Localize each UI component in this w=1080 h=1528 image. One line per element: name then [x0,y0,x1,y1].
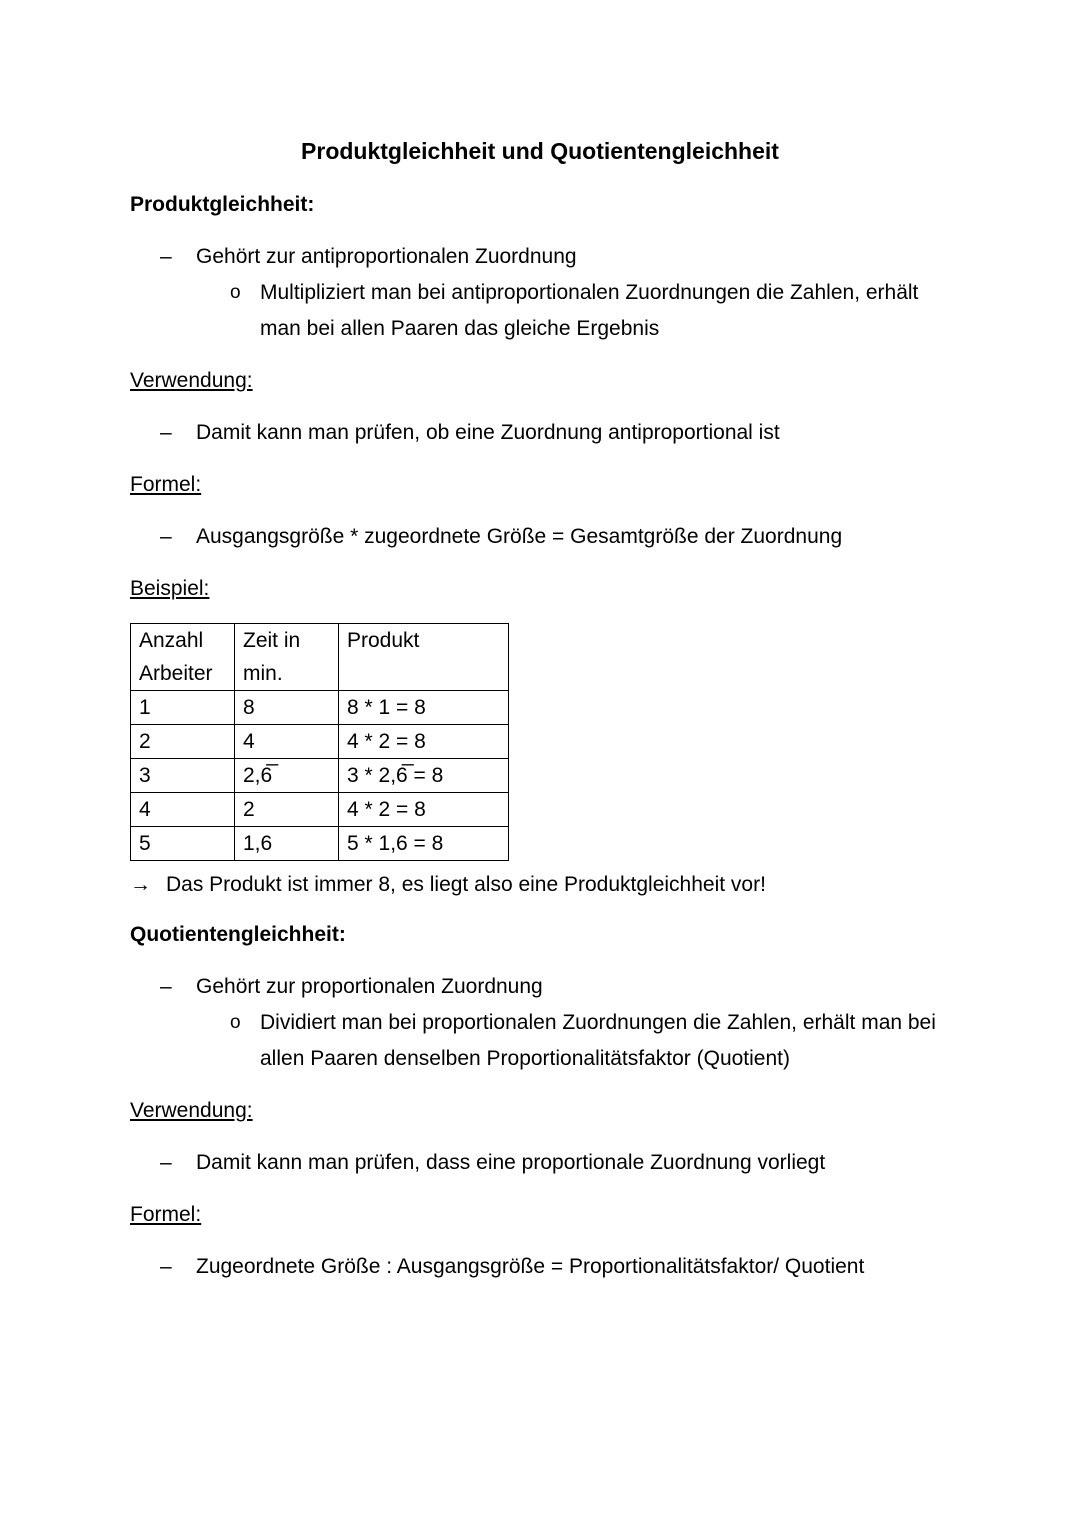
list-item-text: Gehört zur proportionalen Zuordnung [196,975,543,998]
table-cell: 2 [235,793,339,827]
quotient-intro-list [130,969,985,1077]
circle-bullet: o [230,282,241,303]
table-cell: 2,6̅ [235,759,339,793]
table-cell: 8 * 1 = 8 [339,691,509,725]
dash-bullet: – [160,245,172,268]
list-item-text: Zugeordnete Größe : Ausgangsgröße = Proportionalitätsfaktor/ Quotient [196,1255,865,1278]
produktgleichheit-heading: Produktgleichheit: [130,193,315,216]
table-cell: 4 * 2 = 8 [339,725,509,759]
table-cell: 8 [235,691,339,725]
table-row [131,827,509,861]
list-item-text: Damit kann man prüfen, ob eine Zuordnung antiproportional ist [196,421,780,444]
list-item-text: Gehört zur antiproportionalen Zuordnung [196,245,577,268]
list-item-text: Ausgangsgröße * zugeordnete Größe = Gesamtgröße der Zuordnung [196,525,843,548]
list-subitem-text: Multipliziert man bei antiproportionalen Zuordnungen die Zahlen, erhält man bei allen Paaren das gleiche Ergebnis [260,281,919,340]
dash-bullet: – [160,1151,172,1174]
dash-bullet: – [160,421,172,444]
list-item [130,239,985,275]
list-subitem [130,1005,985,1077]
table-cell: 4 [235,725,339,759]
produkt-formel-list [130,519,985,555]
table-row [131,725,509,759]
conclusion-line [130,867,985,903]
produkt-beispiel-heading: Beispiel: [130,577,210,600]
conclusion-text: Das Produkt ist immer 8, es liegt also eine Produktgleichheit vor! [166,873,766,896]
quotient-verwendung-heading: Verwendung: [130,1099,253,1122]
table-cell: 3 [131,759,235,793]
quotient-formel-heading: Formel: [130,1203,202,1226]
list-item-text: Damit kann man prüfen, dass eine proportionale Zuordnung vorliegt [196,1151,826,1174]
dash-bullet: – [160,975,172,998]
list-subitem [130,275,985,347]
table-cell: 3 * 2,6̅ = 8 [339,759,509,793]
right-arrow-icon: → [130,873,151,896]
quotient-formel-list [130,1249,985,1285]
circle-bullet: o [230,1012,241,1033]
table-cell: 2 [131,725,235,759]
produkt-verwendung-heading: Verwendung: [130,369,253,392]
list-item [130,415,985,451]
table-row [131,759,509,793]
table-header-produkt: Produkt [339,624,509,691]
produkt-formel-heading: Formel: [130,473,202,496]
dash-bullet: – [160,1255,172,1278]
table-cell: 4 * 2 = 8 [339,793,509,827]
list-item [130,969,985,1005]
list-item [130,1249,985,1285]
table-cell: 5 * 1,6 = 8 [339,827,509,861]
table-cell: 1,6 [235,827,339,861]
quotient-verwendung-list [130,1145,985,1181]
table-header-zeit: Zeit in min. [235,624,339,691]
table-row [131,691,509,725]
produkt-verwendung-list [130,415,985,451]
table-cell: 5 [131,827,235,861]
table-cell: 4 [131,793,235,827]
table-row [131,793,509,827]
page-title: Produktgleichheit und Quotientengleichheit [301,138,779,164]
example-table [130,623,509,861]
table-header-anzahl: Anzahl Arbeiter [131,624,235,691]
table-header-row [131,624,509,691]
list-item [130,519,985,555]
quotientengleichheit-heading: Quotientengleichheit: [130,923,346,946]
list-subitem-text: Dividiert man bei proportionalen Zuordnungen die Zahlen, erhält man bei allen Paaren denselben Proportionalitätsfaktor (Quotient) [260,1011,936,1070]
table-cell: 1 [131,691,235,725]
list-item [130,1145,985,1181]
dash-bullet: – [160,525,172,548]
produkt-intro-list [130,239,985,347]
